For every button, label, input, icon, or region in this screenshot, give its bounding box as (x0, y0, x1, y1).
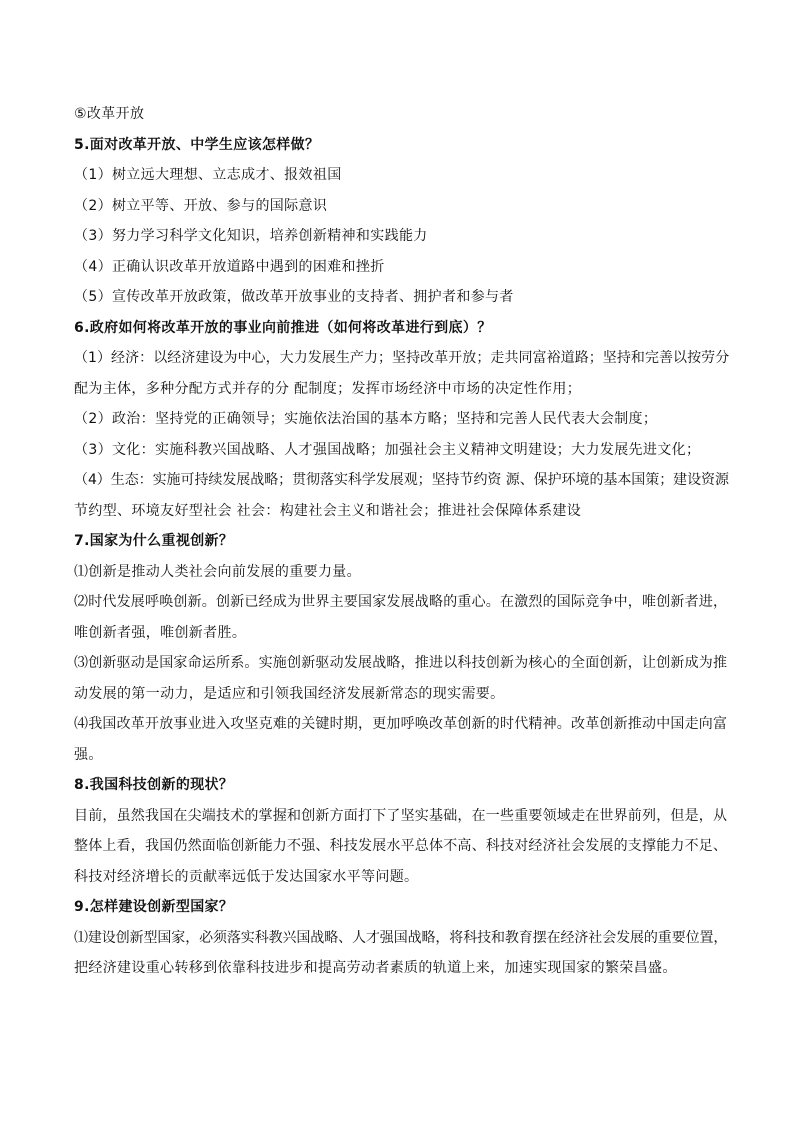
answer-line: ⑴建设创新型国家，必须落实科教兴国战略、人才强国战略，将科技和教育摆在经济社会发展的重要位置， (74, 929, 728, 946)
answer-line: （2）政治：坚持党的正确领导；实施依法治国的基本方略；坚持和完善人民代表大会制度； (74, 411, 658, 427)
answer-line: 动发展的第一动力，是适应和引领我国经济发展新常态的现实需要。 (74, 685, 505, 702)
answer-line: （3）努力学习科学文化知识，培养创新精神和实践能力 (74, 228, 428, 244)
answer-line: 配为主体，多种分配方式并存的分 配制度；发挥市场经济中市场的决定性作用； (74, 380, 582, 397)
answer-line: 唯创新者强，唯创新者胜。 (74, 624, 247, 641)
answer-line: ⑵时代发展呼唤创新。创新已经成为世界主要国家发展战略的重心。在激烈的国际竞争中，唯创新者进， (74, 594, 728, 610)
answer-line: 强。 (74, 746, 103, 763)
answer-line: （2）树立平等、开放、参与的国际意识 (74, 197, 328, 214)
answer-line: （1）经济：以经济建设为中心，大力发展生产力；坚持改革开放；走共同富裕道路；坚持和完善以按劳分 (74, 350, 730, 366)
answer-line: （1）树立远大理想、立志成才、报效祖国 (74, 167, 342, 183)
answer-line: 整体上看，我国仍然面临创新能力不强、科技发展水平总体不高、科技对经济社会发展的支撑能力不足、 (74, 838, 728, 854)
answer-line: 节约型、环境友好型社会 社会：构建社会主义和谐社会；推进社会保障体系建设 (74, 502, 582, 519)
answer-line: （4）生态：实施可持续发展战略；贯彻落实科学发展观；坚持节约资 源、保护环境的基本国策；建设资源 (74, 472, 729, 488)
answer-line: ⑴创新是推动人类社会向前发展的重要力量。 (74, 563, 361, 580)
question-heading: 8.我国科技创新的现状？ (74, 777, 234, 793)
document-page (74, 99, 729, 984)
answer-line: （3）文化：实施科教兴国战略、人才强国战略；加强社会主义精神文明建设；大力发展先进文化； (74, 441, 701, 458)
answer-line: ⑶创新驱动是国家命运所系。实施创新驱动发展战略，推进以科技创新为核心的全面创新，让创新成为推 (74, 655, 728, 671)
question-heading: 9.怎样建设创新型国家？ (74, 899, 234, 915)
answer-line: 把经济建设重心转移到依靠科技进步和提高劳动者素质的轨道上来，加速实现国家的繁荣昌盛。 (74, 960, 677, 976)
question-heading: 7.国家为什么重视创新？ (74, 533, 234, 549)
question-heading: 6.政府如何将改革开放的事业向前推进（如何将改革进行到底）？ (74, 319, 492, 336)
answer-line: 科技对经济增长的贡献率远低于发达国家水平等问题。 (74, 868, 419, 885)
answer-line: ⑷我国改革开放事业进入攻坚克难的关键时期，更加呼唤改革创新的时代精神。改革创新推动中国走向富 (74, 716, 728, 732)
answer-line: （4）正确认识改革开放道路中遇到的困难和挫折 (74, 258, 385, 275)
question-heading: 5.面对改革开放、中学生应该怎样做？ (74, 136, 320, 153)
answer-line: 目前，虽然我国在尖端技术的掌握和创新方面打下了坚实基础，在一些重要领域走在世界前列，但是，从 (74, 807, 728, 824)
text-line: ⑤改革开放 (74, 106, 145, 122)
answer-line: （5）宣传改革开放政策，做改革开放事业的支持者、拥护者和参与者 (74, 289, 514, 305)
